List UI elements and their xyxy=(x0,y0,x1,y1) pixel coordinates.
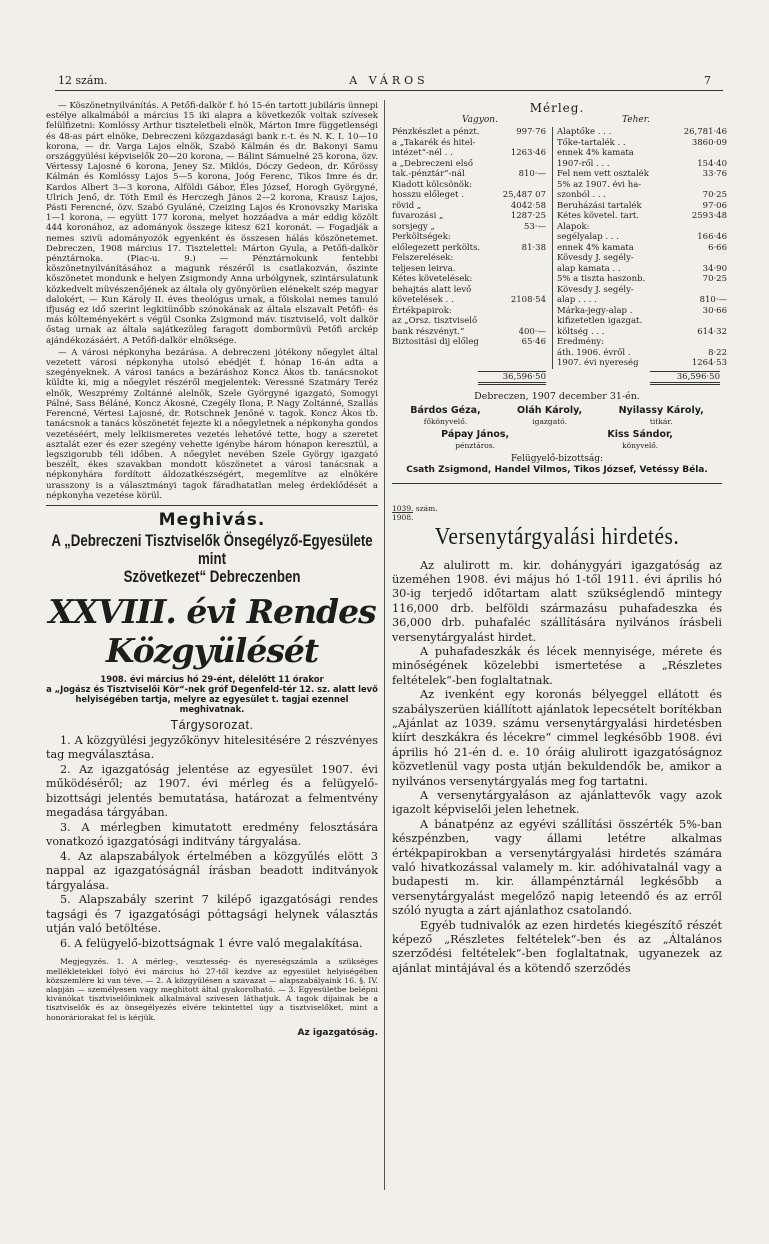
liability-value xyxy=(675,148,727,159)
balance-row xyxy=(392,190,727,201)
asset-value xyxy=(496,180,553,191)
thanks-paragraph: — Köszönetnyilvánítás. A Petőfi-dalkör f. hó 15-én tartott jubiláris ünnepi estélye alkalmából a március 15 iki alapra a következők voltak szívesek felülfizetni: Komlóssy Arthur tiszteletbeli elnök, Márton Imre függetlenségi és 48-as párt elnöke, Debreczeni közgazdasági bank r.-t. és N. K. I. 10—10 korona, — dr. Varga Lajos elnök, Szabó Kálmán és dr. Bakonyi Samu országgyülési képviselők 20—20 korona, — Bálint Sámuelné 25 korona, özv. Vértessy Lajosné 6 korona, Jeney Sz. Miklós, Dóczy Gedeon, dr. Kőrössy Kálmán és Komlóssy Lajos 5—5 korona, Joóg Ferenc, Tikos Imre és dr. Kardos Albert 3—3 korona, Alföldi Gábor, Éles József, Horogh Györgyné, Ulrich Jenő, dr. Tóth Emil és Herczegh János 2—2 korona, Krausz Lajos, Pásti Ferencné, özv. Szabó Gyuláné, Czeizing Lajos és Kronovszky Mariska 1—1 korona, — együtt 177 korona, melyet hozzáadva a már eddig közölt 444 koronához, az adományok összege kitesz 621 koronát. — Fogadják a nemes szivü adományozók egyenként és összesen hálás köszönetemet. Debreczen, 1908 március 17. Tisztelettel: Márton Gyula, a Petőfi-dalkör pénztárnoka. (Piac-u. 9.) — Pénztárnokunk fentebbi köszönetnyilvánításához a magunk részéről is csatlakozván, őszinte köszönetet mondunk e helyen Zsigmondy Anna urbólgynek, szintársulatunk közkedvelt müvészenőjének az általa oly gyönyörüen elénekelt szép magyar dalokért, — Kun Károly II. éves theológus urnak, a főiskolai nemes tanuló ifjuság ez idő szerint legkitünőbb szónokának az általa elszavalt Petőfi- és más költeményekért s végül Csonka Zsigmond máv. tisztviselő, volt dalkör őstag urnak az általa sajátkezüleg faragott dombormüvü Petőfi arckép ajándékozásáért. A Petőfi-dalkör elnöksége. xyxy=(46,101,378,346)
balance-row xyxy=(392,306,727,317)
liability-value: 614·32 xyxy=(697,326,727,337)
balance-row xyxy=(392,243,727,254)
agenda-item: 6. A felügyelő-bizottságnak 1 évre való megalakítása. xyxy=(60,936,363,950)
agenda-item: 5. Alapszabály szerint 7 kilépő igazgatósági rendes tagsági és 7 igazgatósági póttagsági helynek választás utján való betöltése. xyxy=(46,893,378,936)
liability-value xyxy=(675,222,727,233)
liability-label: Kövesdy J. segély- xyxy=(557,284,634,295)
asset-value: 25,487 07 xyxy=(496,190,553,201)
invitation-heading: Meghivás. xyxy=(158,509,266,530)
liability-value: 154·40 xyxy=(697,158,727,169)
asset-label: Biztositási dij előleg xyxy=(392,337,479,347)
asset-value: 997·76 xyxy=(496,127,553,138)
liability-value xyxy=(675,316,727,327)
asset-value xyxy=(496,348,553,359)
balance-row xyxy=(392,148,727,159)
association-name-line2: Szövetkezet“ Debreczenben xyxy=(123,566,301,586)
asset-label: a „Debreczeni első xyxy=(392,158,473,169)
liability-label: ennek 4% kamata xyxy=(557,148,634,158)
agenda-item: 4. Az alapszabályok értelmében a közgyűlés elött 3 nappal az igazgatóságnál írásban beadott inditványok tárgyalása. xyxy=(46,849,378,892)
liabilities-heading: Teher. xyxy=(622,115,650,125)
asset-value: 400·— xyxy=(496,327,553,338)
liability-label: 5% a tiszta haszonb. xyxy=(557,274,646,284)
liability-value xyxy=(675,285,727,296)
asset-label: Kiadott kölcsönök: xyxy=(392,179,473,190)
page-number-left: 12 szám. xyxy=(58,74,108,87)
divider xyxy=(46,505,378,506)
liability-label: Eredmény: xyxy=(557,337,604,347)
liability-value: 3860·09 xyxy=(691,137,727,148)
liability-value: 166·46 xyxy=(697,232,727,242)
liability-label: Alaptőke . . . xyxy=(557,127,612,137)
asset-value xyxy=(496,264,553,275)
total-liabilities: 36,596·50 xyxy=(650,371,720,385)
asset-value xyxy=(496,306,553,317)
liability-label: Kétes követel. tart. xyxy=(557,211,639,221)
liability-label: költség . . . xyxy=(557,326,605,337)
asset-label: előlegezett perkölts. xyxy=(392,242,481,253)
signature: Oláh Károly, igazgató. xyxy=(517,404,583,426)
signatures-row-1 xyxy=(392,405,722,427)
asset-value xyxy=(496,232,553,243)
liability-value xyxy=(675,180,727,191)
balance-row xyxy=(392,264,727,275)
balance-row xyxy=(392,232,727,243)
column-divider xyxy=(384,100,385,1190)
liability-label: Fel nem vett osztalék xyxy=(557,169,649,179)
reference-number: 1039. szám. 1908. xyxy=(392,503,438,522)
meeting-date: 1908. évi március hó 29-ént, délelőtt 11 órakor xyxy=(100,673,324,684)
liability-value: 33·76 xyxy=(702,169,727,179)
asset-value xyxy=(496,253,553,264)
liability-value: 70·25 xyxy=(702,190,727,200)
agenda-item: 3. A mérlegben kimutatott eredmény felosztására vonatkozó igazgatósági inditvány tárgyalása. xyxy=(46,820,378,849)
balance-row xyxy=(392,138,727,149)
asset-value xyxy=(496,159,553,170)
asset-label: Perköltségek: xyxy=(392,232,451,242)
asset-label: Pénzkészlet a pénzt. xyxy=(392,127,480,137)
assets-heading: Vagyon. xyxy=(462,115,498,125)
liability-label: kifizetetlen igazgat. xyxy=(557,316,643,326)
asset-value: 810·— xyxy=(496,169,553,180)
asset-label: behajtás alatt levő xyxy=(392,284,472,295)
balance-row xyxy=(392,285,727,296)
asset-value: 4042·58 xyxy=(496,201,553,212)
kitchen-paragraph: — A városi népkonyha bezárása. A debreczeni jótékony nőegylet által vezetett városi népkonyha utolsó ebédjét f. hónap 16-án adta a szegényeknek. A városi tanács a bezáráshoz Koncz Ákos tb. tanácsnokot küldte ki, mig a nőegylet részéről megjelentek: Veressné Szatmáry Teréz elnök, Weszprémy Zoltánné alelnök, Szele Györgyné igazgató, Somogyi Pálné, Sass Béláné, Koncz Ákosné, Czegély Ilona, P. Nagy Zoltánné, Szallás Ferencné, Vértesi Lajosné, dr. Rotschnek Jenőné v. tagok. Koncz Ákos tb. tanácsnok a tanács köszönetét fejezte ki a nőegyletnek a népkonyha gondos vezetéséért, mely lelkiismeretes vezetés lehetővé tette, hogy a szeretet asztalát ezer és ezer szegény vehette igénybe három hónapon keresztül, a legszigorubb téli időben. A nőegylet nevében Szele György igazgató beszélt, ékes szavakban mondott köszönetet a városi tanácsnak a népkonyhára fordított áldozatkészségért, megemlítve az elnökére urasszony is a választmányi tagok fáradhatatlan meleg érdeklődését a népkonyha vezetése körül. xyxy=(46,347,378,501)
asset-value xyxy=(496,358,553,369)
asset-label: tak.-pénztár“-nál xyxy=(392,169,465,179)
liability-value: 1264·53 xyxy=(691,358,727,368)
liability-label: 5% az 1907. évi ha- xyxy=(557,179,642,190)
liability-value: 26,781·46 xyxy=(683,127,727,137)
page-header xyxy=(55,74,723,91)
liability-label: alap kamata . . xyxy=(557,263,621,274)
liability-label: ennek 4% kamata xyxy=(557,242,634,253)
agenda-heading: Tárgysorozat. xyxy=(170,717,254,732)
liability-value xyxy=(675,337,727,348)
newspaper-title: A VÁROS xyxy=(349,74,429,87)
balance-row xyxy=(392,180,727,191)
liability-label: Tőke-tartalék . . xyxy=(557,137,626,148)
liability-label: áth. 1906. évről . xyxy=(557,347,631,358)
asset-label: Kétes követelések: xyxy=(392,274,473,284)
balance-title: Mérleg. xyxy=(529,101,585,115)
asset-label: hosszu előleget . xyxy=(392,190,464,200)
asset-value: 1263·46 xyxy=(496,148,553,159)
left-column xyxy=(46,101,378,1191)
signature: Nyilassy Károly, titkár. xyxy=(618,404,704,426)
association-name-line1: A „Debreczeni Tisztviselők Önsegélyző-Egyesülete mint xyxy=(51,530,373,568)
liability-label: Kövesdy J. segély- xyxy=(557,253,634,263)
liability-value: 810·— xyxy=(699,295,727,305)
balance-row xyxy=(392,358,727,369)
asset-label xyxy=(392,348,496,359)
liability-label: segélyalap . . . xyxy=(557,232,619,242)
asset-label: bank részvényt.“ xyxy=(392,326,465,337)
asset-value: 2108·54 xyxy=(496,295,553,306)
asset-label: Felszerelések: xyxy=(392,253,454,263)
asset-value xyxy=(496,138,553,149)
asset-label: rövid „ xyxy=(392,200,422,211)
total-assets: 36,596·50 xyxy=(478,371,546,385)
asset-label: sorsjegy „ xyxy=(392,221,435,232)
agenda-item: 1. A közgyülési jegyzőkönyv hitelesitésére 2 részvényes tag megválasztása. xyxy=(46,733,378,762)
liability-label: Márka-jegy-alap . xyxy=(557,305,633,316)
signature: Kiss Sándor, könyvelő. xyxy=(607,428,673,450)
liability-label: szonból . . . xyxy=(557,190,606,200)
balance-row xyxy=(392,295,727,306)
balance-table xyxy=(392,127,727,369)
liability-value: 8·22 xyxy=(708,347,727,358)
asset-label: fuvarozási „ xyxy=(392,211,444,221)
asset-label: az „Orsz. tisztviselő xyxy=(392,316,478,326)
signatures-row-2 xyxy=(392,429,722,451)
asset-label: intézet“-nél . . xyxy=(392,148,453,158)
liability-value: 30·66 xyxy=(702,305,727,316)
asset-value: 81·38 xyxy=(496,243,553,254)
balance-row xyxy=(392,316,727,327)
balance-row xyxy=(392,169,727,180)
asset-label: teljesen leirva. xyxy=(392,263,456,274)
balance-totals xyxy=(392,371,722,385)
liability-label: alap . . . . xyxy=(557,295,597,305)
meeting-location: a „Jogász és Tisztviselői Kör“-nek gróf Degenfeld-tér 12. sz. alatt levő helyiségében tartja, melyre az egyesület t. tagjai ezennel meghivatnak. xyxy=(46,683,378,714)
asset-value: 53·— xyxy=(496,222,553,233)
asset-label: Értékpapirok: xyxy=(392,305,452,316)
liability-value: 2593·48 xyxy=(691,211,727,221)
asset-label xyxy=(392,358,496,369)
liability-value xyxy=(675,253,727,264)
asset-value: 65·46 xyxy=(496,337,553,348)
balance-row xyxy=(392,337,727,348)
agenda-list xyxy=(46,734,378,952)
right-column xyxy=(392,101,727,1191)
liability-value: 97·06 xyxy=(702,200,727,211)
signature: Bárdos Géza, főkönyvelő. xyxy=(410,404,481,426)
liability-label: 1907. évi nyereség xyxy=(557,358,639,368)
liability-label: 1907-ről . . . xyxy=(557,158,610,169)
tender-text: Az alulirott m. kir. dohánygyári igazgatóság az üzeméhen 1908. évi május hó 1-től 1911. évi április hó 30-ig terjedő időtartam alatt szükséglendő mintegy 116,000 drb. belföldi származásu puhafadeszka és 36,000 drb. puhafaléc szállítására nyilvános írásbeli versenytárgyalást hirdet. A puhafadeszkák és lécek mennyisége, mérete és minőségének közelebbi ismertetése a „Részletes feltételek“-ben foglaltatnak. Az ivenként egy koronás bélyeggel ellátott és szabályszerüen kiállított ajánlatok lepecsételt borítékban „Ajánlat az 1039. számu versenytárgyalási hirdetésben kiírt deszkákra és lécekre“ cimmel legkésőbb 1908. évi április hó 21-én d. e. 10 óráig alulirott igazgatóságnoz közvetlenül vagy posta utján bekuldendők be, amikor a nyilvános versenytárgyalás meg fog tartatni. A versenytárgyaláson az ajánlattevők vagy azok igazolt képviselői jelen lehetnek. A bánatpénz az egyévi szállítási összérték 5%-ban készpénzben, vagy állami letétre alkalmas értékpapirokban a versenytárgyalási hirdetés számára való hivatkozással valamely m. kir. adóhivatalnál vagy a budapesti m. kir. állampénztárnál legkésőbb a versenytárgyalást megelőző napig leteendő és az erről szóló nyugta a zárt ajánlathoz csatolandó. Egyéb tudnivalók az ezen hirdetés kiegészítő részét képező „Részletes feltételek“-ben és az „Általános szerződési feltételek“-ben foglaltatnak, ugyanezek az ajánlat mintájával és a kötendő szerződés xyxy=(392,558,722,975)
meeting-title: XXVIII. évi Rendes Közgyülését xyxy=(48,591,376,670)
balance-row xyxy=(392,211,727,222)
balance-row xyxy=(392,201,727,212)
supervisory-board-names: Csath Zsigmond, Handel Vilmos, Tikos József, Vetéssy Béla. xyxy=(406,464,708,475)
asset-value xyxy=(496,316,553,327)
asset-label: a „Takarék és hitel- xyxy=(392,137,476,148)
balance-row xyxy=(392,127,727,138)
liability-value: 70·25 xyxy=(702,274,727,284)
asset-value: 1287·25 xyxy=(496,211,553,222)
balance-row xyxy=(392,348,727,359)
balance-row xyxy=(392,274,727,285)
thanks-notice xyxy=(46,101,378,501)
board-signature: Az igazgatóság. xyxy=(297,1027,378,1038)
page-number-right: 7 xyxy=(704,74,711,87)
balance-row xyxy=(392,327,727,338)
asset-value xyxy=(496,285,553,296)
liability-value: 6·66 xyxy=(708,242,727,253)
supervisory-board-label: Felügyelő-bizottság: xyxy=(510,453,604,464)
balance-row xyxy=(392,222,727,233)
asset-value xyxy=(496,274,553,285)
liability-label: Alapok: xyxy=(557,221,590,232)
balance-headers xyxy=(392,115,722,127)
liability-label: Beruházási tartalék xyxy=(557,200,642,211)
balance-row xyxy=(392,253,727,264)
signature: Pápay János, pénztáros. xyxy=(441,428,510,450)
place-date: Debreczen, 1907 december 31-én. xyxy=(474,390,640,402)
remarks: Megjegyzés. 1. A mérleg-, vesztesség- és nyereségszámla a szükséges mellékletekkel folyó évi március hó 27-től kezdve az egyesület helyiségében közszemlére ki van téve. — 2. A közgyülésen a szavazat — alapszabályaink 16. §. IV. alapján — személyesen vagy meghitott által gyakorolható. — 3. Egyesületbe belépni kivánókat tisztviselőinknek alkalmával szivesen láthatjuk. A tagok díjainak be a tisztviselők és az önsegélyezés elvére tekintettel úgy a tisztviselőket, mint a honoráriorakat fel is kérjük. xyxy=(46,957,378,1022)
agenda-item: 2. Az igazgatóság jelentése az egyesület 1907. évi működéséről; az 1907. évi mérleg és a felügyelő-bizottsági jelentés bemutatása, határozat a felmentvény megadása tárgyában. xyxy=(46,762,378,820)
tender-title: Versenytárgyalási hirdetés. xyxy=(434,523,680,550)
liability-value: 34·90 xyxy=(702,263,727,274)
balance-row xyxy=(392,159,727,170)
asset-label: követelések . . xyxy=(392,295,454,305)
divider xyxy=(392,483,722,484)
